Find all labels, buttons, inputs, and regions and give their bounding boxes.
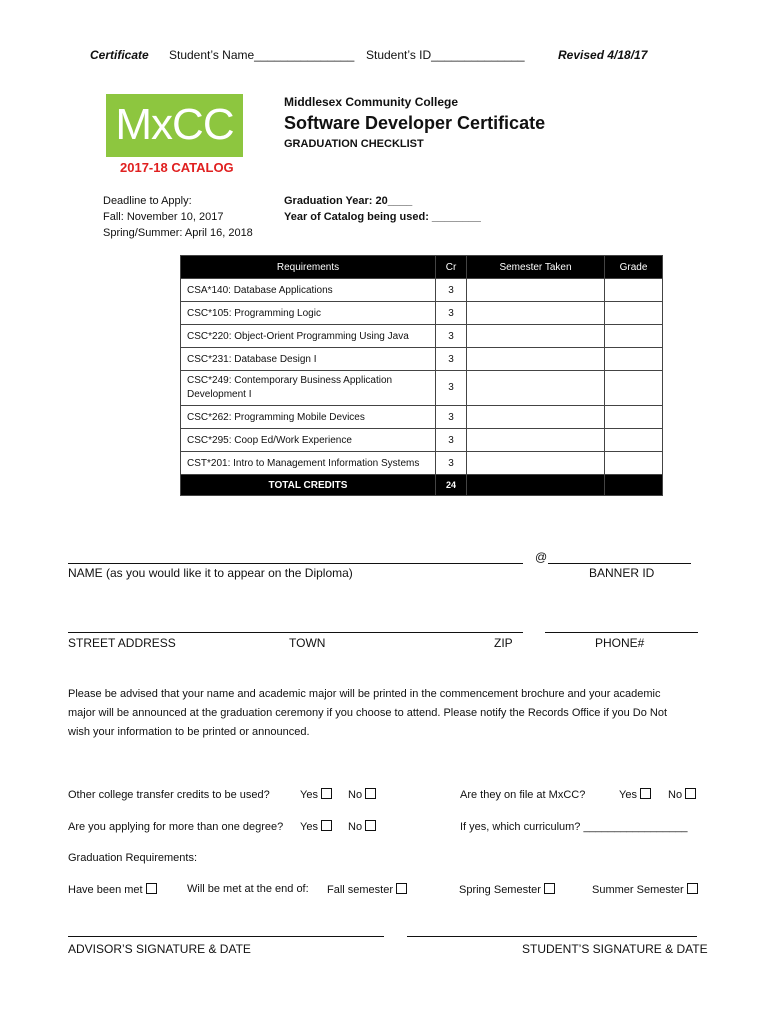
grade-cell[interactable] xyxy=(605,348,663,371)
deadline-spring: Spring/Summer: April 16, 2018 xyxy=(103,227,253,239)
total-row xyxy=(181,475,663,496)
spring-semester-checkbox[interactable] xyxy=(544,883,555,894)
yes-label: Yes xyxy=(300,821,318,833)
summer-semester-checkbox[interactable] xyxy=(687,883,698,894)
fall-semester-checkbox[interactable] xyxy=(396,883,407,894)
catalog-year-label: 2017-18 CATALOG xyxy=(120,160,234,175)
course-credits: 3 xyxy=(436,406,467,429)
mxcc-logo xyxy=(106,94,243,157)
course-name: CSA*140: Database Applications xyxy=(181,279,436,302)
table-row xyxy=(181,406,663,429)
total-blank xyxy=(467,475,605,496)
total-blank xyxy=(605,475,663,496)
address-line[interactable] xyxy=(68,632,523,633)
name-label: NAME (as you would like it to appear on the Diploma) xyxy=(68,566,353,580)
logo-text: MxCC xyxy=(115,100,234,149)
table-row xyxy=(181,371,663,406)
yes-checkbox[interactable] xyxy=(640,788,651,799)
deadline-fall: Fall: November 10, 2017 xyxy=(103,211,224,223)
deadline-label: Deadline to Apply: xyxy=(103,195,192,207)
course-credits: 3 xyxy=(436,452,467,475)
course-credits: 3 xyxy=(436,429,467,452)
grade-cell[interactable] xyxy=(605,302,663,325)
summer-semester-option[interactable] xyxy=(592,883,698,896)
page-subtitle: GRADUATION CHECKLIST xyxy=(284,138,424,150)
course-name: CSC*231: Database Design I xyxy=(181,348,436,371)
spring-semester-label: Spring Semester xyxy=(459,884,541,896)
yes-checkbox[interactable] xyxy=(321,820,332,831)
advisor-signature-line[interactable] xyxy=(68,936,384,937)
table-header-row xyxy=(181,256,663,279)
grade-cell[interactable] xyxy=(605,452,663,475)
semester-taken-cell[interactable] xyxy=(467,348,605,371)
banner-id-line[interactable] xyxy=(548,563,691,564)
have-been-met-label: Have been met xyxy=(68,884,143,896)
revised-date: Revised 4/18/17 xyxy=(558,48,648,62)
banner-at-sign: @ xyxy=(535,550,548,564)
table-row xyxy=(181,429,663,452)
semester-taken-cell[interactable] xyxy=(467,302,605,325)
course-name: CSC*249: Contemporary Business Application Development I xyxy=(181,371,436,406)
course-name: CSC*262: Programming Mobile Devices xyxy=(181,406,436,429)
course-credits: 3 xyxy=(436,371,467,406)
yes-label: Yes xyxy=(300,789,318,801)
grade-cell[interactable] xyxy=(605,429,663,452)
semester-taken-cell[interactable] xyxy=(467,406,605,429)
yes-label: Yes xyxy=(619,789,637,801)
course-credits: 3 xyxy=(436,302,467,325)
course-name: CSC*295: Coop Ed/Work Experience xyxy=(181,429,436,452)
degree-no-option[interactable] xyxy=(348,820,376,833)
which-curriculum-field[interactable]: If yes, which curriculum? _________________ xyxy=(460,821,688,833)
course-name: CST*201: Intro to Management Information Systems xyxy=(181,452,436,475)
advisor-signature-label: ADVISOR’S SIGNATURE & DATE xyxy=(68,942,251,956)
have-been-met-checkbox[interactable] xyxy=(146,883,157,894)
semester-taken-cell[interactable] xyxy=(467,452,605,475)
degree-yes-option[interactable] xyxy=(300,820,332,833)
on-file-no-option[interactable] xyxy=(668,788,696,801)
no-label: No xyxy=(668,789,683,801)
notice-line-3: wish your information to be printed or announced. xyxy=(68,726,310,738)
requirements-table xyxy=(180,255,663,496)
no-label: No xyxy=(348,821,363,833)
grad-requirements-label: Graduation Requirements: xyxy=(68,852,198,864)
col-credits: Cr xyxy=(436,256,467,279)
course-credits: 3 xyxy=(436,348,467,371)
more-degree-question: Are you applying for more than one degree? xyxy=(68,821,284,833)
fall-semester-option[interactable] xyxy=(327,883,407,896)
no-checkbox[interactable] xyxy=(365,788,376,799)
semester-taken-cell[interactable] xyxy=(467,429,605,452)
town-label: TOWN xyxy=(289,636,326,650)
on-file-yes-option[interactable] xyxy=(619,788,651,801)
transfer-yes-option[interactable] xyxy=(300,788,332,801)
course-credits: 3 xyxy=(436,325,467,348)
transfer-credits-question: Other college transfer credits to be used? xyxy=(68,789,270,801)
grade-cell[interactable] xyxy=(605,406,663,429)
no-label: No xyxy=(348,789,363,801)
table-row xyxy=(181,325,663,348)
col-requirements: Requirements xyxy=(181,256,436,279)
name-line[interactable] xyxy=(68,563,523,564)
student-name-field[interactable]: Student’s Name_______________ xyxy=(169,48,355,62)
total-credits-label: TOTAL CREDITS xyxy=(181,475,436,496)
fall-semester-label: Fall semester xyxy=(327,884,394,896)
have-been-met-option[interactable] xyxy=(68,883,157,896)
student-id-field[interactable]: Student’s ID______________ xyxy=(366,48,525,62)
banner-id-label: BANNER ID xyxy=(589,566,655,580)
table-row xyxy=(181,452,663,475)
table-row xyxy=(181,348,663,371)
total-credits-value: 24 xyxy=(436,475,467,496)
semester-taken-cell[interactable] xyxy=(467,279,605,302)
student-signature-label: STUDENT’S SIGNATURE & DATE xyxy=(522,942,708,956)
grade-cell[interactable] xyxy=(605,371,663,406)
col-semester-taken: Semester Taken xyxy=(467,256,605,279)
col-grade: Grade xyxy=(605,256,663,279)
street-address-label: STREET ADDRESS xyxy=(68,636,176,650)
on-file-question: Are they on file at MxCC? xyxy=(460,789,586,801)
course-name: CSC*220: Object-Orient Programming Using Java xyxy=(181,325,436,348)
semester-taken-cell[interactable] xyxy=(467,371,605,406)
grade-cell[interactable] xyxy=(605,325,663,348)
transfer-no-option[interactable] xyxy=(348,788,376,801)
page-title: Software Developer Certificate xyxy=(284,113,546,133)
catalog-year-field[interactable]: Year of Catalog being used: ________ xyxy=(284,211,481,223)
spring-semester-option[interactable] xyxy=(459,883,555,896)
no-checkbox[interactable] xyxy=(365,820,376,831)
yes-checkbox[interactable] xyxy=(321,788,332,799)
phone-line[interactable] xyxy=(545,632,698,633)
table-row xyxy=(181,279,663,302)
semester-taken-cell[interactable] xyxy=(467,325,605,348)
zip-label: ZIP xyxy=(494,636,513,650)
table-row xyxy=(181,302,663,325)
course-name: CSC*105: Programming Logic xyxy=(181,302,436,325)
notice-line-1: Please be advised that your name and academic major will be printed in the commencement brochure and your academic xyxy=(68,688,661,700)
notice-line-2: major will be announced at the graduation ceremony if you choose to attend. Please notify the Records Office if you Do Not xyxy=(68,707,668,719)
college-name: Middlesex Community College xyxy=(284,95,459,109)
summer-semester-label: Summer Semester xyxy=(592,884,684,896)
phone-label: PHONE# xyxy=(595,636,645,650)
no-checkbox[interactable] xyxy=(685,788,696,799)
student-signature-line[interactable] xyxy=(407,936,697,937)
certificate-label: Certificate xyxy=(90,48,149,62)
grade-cell[interactable] xyxy=(605,279,663,302)
will-be-met-label: Will be met at the end of: xyxy=(187,883,309,895)
graduation-year-field[interactable]: Graduation Year: 20____ xyxy=(284,195,413,207)
course-credits: 3 xyxy=(436,279,467,302)
